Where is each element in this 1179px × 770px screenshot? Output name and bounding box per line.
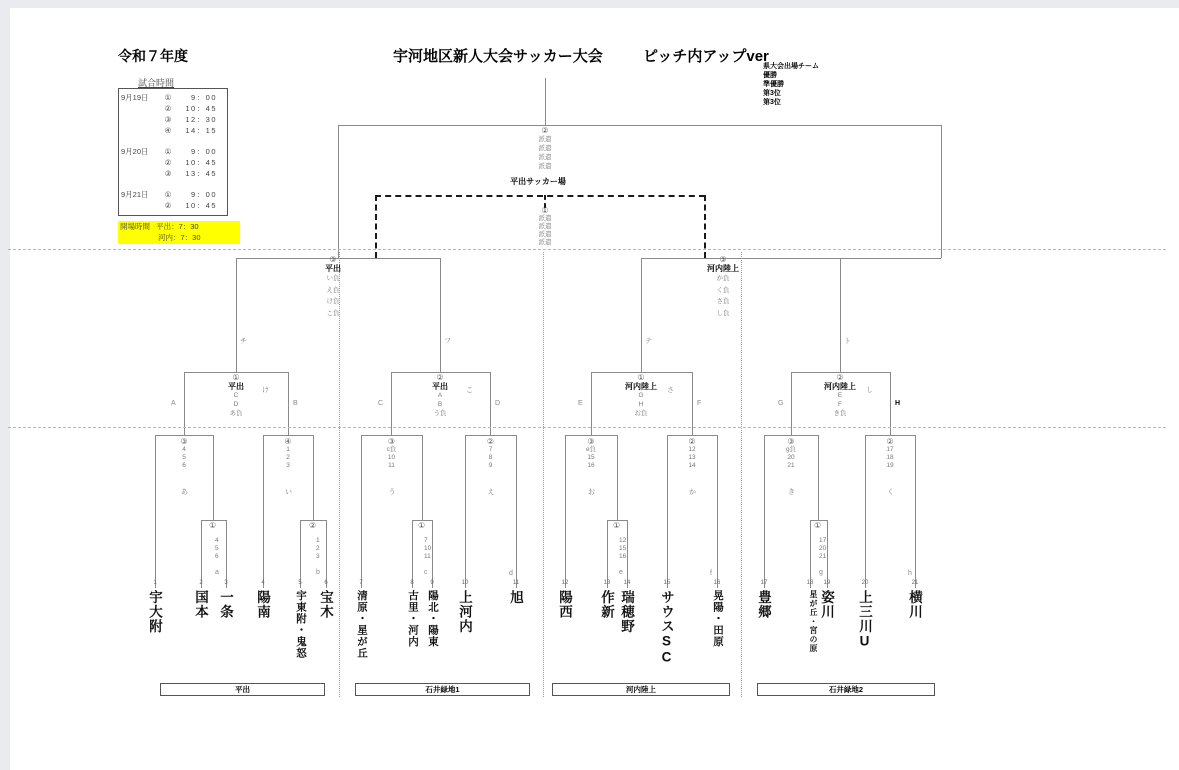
quarterfinal-3-venue: 河内陸上 bbox=[625, 382, 657, 391]
bracket-line bbox=[565, 435, 617, 436]
qf-feeder: フ bbox=[444, 338, 451, 345]
team-name: 豊郷 bbox=[756, 590, 771, 619]
quarterfinal-2-no: ② bbox=[436, 373, 444, 382]
schedule-date: 9月19日 bbox=[121, 93, 149, 102]
schedule-gap bbox=[121, 136, 225, 146]
semifinal-1-referee: い負 bbox=[326, 275, 340, 282]
team-name: 横川 bbox=[907, 590, 922, 619]
opening-time-label: 開場時間 bbox=[120, 222, 150, 231]
bracket-line bbox=[155, 435, 213, 436]
prelim-letter: b bbox=[316, 569, 320, 576]
round1-5-referee: 16 bbox=[587, 462, 595, 469]
round1-3-referee: 10 bbox=[387, 454, 396, 461]
bracket-line bbox=[810, 520, 811, 588]
schedule-row bbox=[121, 168, 225, 179]
round1-1 bbox=[168, 437, 200, 470]
bracket-line bbox=[865, 435, 915, 436]
team-name: 陽南 bbox=[255, 590, 270, 619]
round1-letter: f bbox=[710, 570, 712, 577]
bracket-line bbox=[865, 435, 866, 588]
round1-6 bbox=[676, 437, 708, 470]
round1-2-referee: 2 bbox=[286, 454, 290, 461]
round1-6-referee: 14 bbox=[688, 462, 696, 469]
team-number: 11 bbox=[512, 580, 520, 586]
schedule-slot-no: ② bbox=[164, 104, 172, 113]
qualifier-rank: 準優勝 bbox=[763, 81, 784, 88]
venue-footer-kawachi: 河内陸上 bbox=[552, 683, 730, 696]
schedule-date bbox=[121, 200, 161, 211]
team-name: 上三川U bbox=[857, 590, 872, 650]
team-number: 16 bbox=[713, 580, 721, 586]
schedule-date: 9月20日 bbox=[121, 147, 149, 156]
semifinal-1 bbox=[301, 255, 365, 319]
quarterfinal-2-referee: B bbox=[437, 401, 443, 408]
schedule-row bbox=[121, 114, 225, 125]
team-name: 陽北・陽東 bbox=[427, 590, 439, 648]
team-name: 旭 bbox=[508, 590, 523, 605]
round1-tag: き bbox=[788, 489, 795, 496]
schedule-row bbox=[121, 146, 225, 157]
team-number: 12 bbox=[561, 580, 569, 586]
opening-time-hiraide: 平出：7：30 bbox=[156, 222, 199, 231]
bracket-line bbox=[667, 435, 668, 588]
schedule-slot-no: ④ bbox=[164, 126, 172, 135]
venue-footer-ishii1: 石井緑地1 bbox=[355, 683, 530, 696]
semifinal-2 bbox=[691, 255, 755, 319]
bracket-line bbox=[717, 435, 718, 588]
round1-5 bbox=[575, 437, 607, 470]
round1-5-referee: 15 bbox=[587, 454, 595, 461]
bracket-line bbox=[338, 125, 941, 126]
bracket-line bbox=[184, 372, 185, 435]
page-title: 宇河地区新人大会サッカー大会 bbox=[393, 48, 603, 65]
prelim-referee: 21 bbox=[819, 553, 827, 560]
team-number: 4 bbox=[261, 580, 265, 586]
team-number: 7 bbox=[359, 580, 363, 586]
round1-4 bbox=[475, 437, 507, 470]
schedule-table bbox=[118, 88, 228, 216]
round1-4-referee: 7 bbox=[488, 446, 493, 453]
final-match-referee: 派遣 bbox=[538, 163, 552, 170]
round1-7 bbox=[775, 437, 807, 470]
round1-1-referee: 4 bbox=[182, 446, 186, 453]
round1-1-referee: 6 bbox=[182, 462, 186, 469]
quarterfinal-1-venue: 平出 bbox=[228, 382, 244, 391]
bracket-line bbox=[641, 258, 642, 372]
final-match bbox=[513, 126, 577, 171]
prelim-referees bbox=[424, 537, 438, 561]
schedule-slot-time: 9：00 bbox=[190, 93, 217, 102]
bracket-line bbox=[375, 195, 705, 197]
round1-8-referee: 19 bbox=[886, 462, 894, 469]
quarterfinal-2-referee: う負 bbox=[433, 410, 447, 417]
round1-1-no: ③ bbox=[180, 437, 188, 446]
quarterfinal-1-referee: あ負 bbox=[229, 410, 243, 417]
team-name: 上河内 bbox=[457, 590, 472, 634]
team-name: 星が丘・宮の原 bbox=[809, 590, 818, 653]
prelim-referee: 11 bbox=[424, 553, 431, 560]
qf-tag: し bbox=[866, 387, 873, 394]
prefectural-qualifiers bbox=[763, 62, 819, 107]
semifinal-1-referee: け負 bbox=[326, 298, 340, 305]
team-name: 国本 bbox=[193, 590, 208, 619]
round1-2-referee: 3 bbox=[286, 462, 290, 469]
team-name: サウスSC bbox=[659, 590, 674, 666]
semifinal-1-referee: え負 bbox=[326, 286, 340, 294]
bracket-line bbox=[236, 258, 237, 372]
team-number: 2 bbox=[199, 580, 203, 586]
team-name: 宝木 bbox=[318, 590, 333, 619]
team-number: 15 bbox=[663, 580, 671, 586]
qualifier-rank: 優勝 bbox=[763, 72, 777, 79]
quarterfinal-3 bbox=[609, 373, 673, 418]
bracket-line bbox=[361, 435, 362, 588]
round1-5-referee: e負 bbox=[585, 446, 597, 453]
bracket-line bbox=[8, 249, 1166, 250]
team-name: 瑞穂野 bbox=[619, 590, 634, 634]
quarterfinal-4-referee: E bbox=[837, 392, 843, 399]
round1-4-referee: 9 bbox=[488, 462, 493, 469]
quarterfinal-1 bbox=[204, 373, 268, 418]
quarterfinal-4-no: ② bbox=[836, 373, 844, 382]
quarterfinal-2 bbox=[408, 373, 472, 418]
quarterfinal-3-referee: H bbox=[638, 401, 644, 408]
round1-letter: h bbox=[908, 570, 912, 577]
prelim-letter: e bbox=[619, 569, 623, 576]
schedule-slot-no: ① bbox=[164, 147, 172, 156]
third-place-match-referee: 派遣 bbox=[538, 223, 552, 230]
round1-2-no: ④ bbox=[284, 437, 292, 446]
round1-6-referee: 12 bbox=[688, 446, 696, 453]
qf-tag: さ bbox=[667, 387, 674, 394]
third-place-match-referee: 派遣 bbox=[538, 239, 552, 246]
round1-2-referee: 1 bbox=[286, 446, 290, 453]
team-name: 宇東附・鬼怒 bbox=[295, 590, 307, 659]
team-number: 9 bbox=[430, 580, 434, 586]
quarterfinal-4-venue: 河内陸上 bbox=[824, 382, 856, 391]
prelim-referees bbox=[316, 537, 330, 561]
schedule-slot-no: ② bbox=[164, 158, 172, 167]
prelim-referee: 7 bbox=[424, 537, 428, 544]
bracket-line bbox=[890, 372, 891, 435]
round1-tag: く bbox=[887, 489, 894, 496]
round1-7-referee: g負 bbox=[785, 446, 797, 453]
schedule-slot-no: ③ bbox=[164, 169, 172, 178]
team-number: 19 bbox=[823, 580, 831, 586]
bracket-line bbox=[422, 435, 423, 520]
fiscal-year: 令和７年度 bbox=[118, 48, 188, 64]
prelim-no: ① bbox=[209, 521, 217, 530]
bracket-line bbox=[465, 435, 516, 436]
prelim-referee: 10 bbox=[424, 545, 432, 552]
schedule-slot-time: 9：00 bbox=[190, 147, 217, 156]
prelim-letter: a bbox=[215, 569, 219, 576]
prelim-referee: 4 bbox=[215, 537, 219, 544]
final-match-referee: 派遣 bbox=[538, 136, 552, 143]
prelim-referees bbox=[619, 537, 633, 561]
bracket-line bbox=[490, 372, 491, 435]
prelim-no: ① bbox=[613, 521, 621, 530]
schedule-date bbox=[121, 125, 161, 136]
quarterfinal-3-no: ① bbox=[637, 373, 645, 382]
opening-time-highlight bbox=[118, 221, 240, 244]
qf-left-letter: A bbox=[171, 400, 176, 407]
schedule-row bbox=[121, 125, 225, 136]
bracket-line bbox=[764, 435, 765, 588]
round1-8-referee: 17 bbox=[886, 446, 894, 453]
quarterfinal-1-referee: C bbox=[233, 392, 239, 399]
qf-feeder: ト bbox=[844, 338, 851, 345]
team-name: 宇大附 bbox=[147, 590, 162, 634]
schedule-row bbox=[121, 189, 225, 200]
bracket-line bbox=[607, 520, 608, 588]
bracket-line bbox=[764, 435, 818, 436]
semifinal-2-venue: 河内陸上 bbox=[707, 264, 739, 273]
team-number: 10 bbox=[461, 580, 469, 586]
bracket-line bbox=[201, 520, 202, 588]
round1-4-no: ② bbox=[486, 437, 495, 446]
bracket-line bbox=[338, 125, 339, 258]
bracket-line bbox=[791, 372, 792, 435]
round1-1-referee: 5 bbox=[182, 454, 186, 461]
semifinal-1-venue: 平出 bbox=[325, 264, 341, 273]
quarterfinal-4-referee: き負 bbox=[833, 410, 847, 417]
bracket-line bbox=[361, 435, 422, 436]
semifinal-2-referee: く負 bbox=[716, 286, 730, 294]
team-name: 清原・星が丘 bbox=[356, 590, 368, 659]
schedule-slot-time: 10：45 bbox=[185, 104, 217, 113]
bracket-line bbox=[915, 435, 916, 588]
prelim-referee: 3 bbox=[316, 553, 320, 560]
prelim-letter: c bbox=[424, 569, 428, 576]
semifinal-2-referee: さ負 bbox=[716, 298, 730, 305]
schedule-row bbox=[121, 200, 225, 211]
schedule-slot-time: 9：00 bbox=[190, 190, 217, 199]
team-number: 14 bbox=[623, 580, 631, 586]
third-place-match-no: ① bbox=[541, 206, 549, 215]
round1-3-no: ③ bbox=[387, 437, 396, 446]
qf-right-letter: B bbox=[293, 400, 298, 407]
round1-tag: う bbox=[388, 489, 396, 496]
team-number: 8 bbox=[410, 580, 414, 586]
bracket-line bbox=[840, 258, 841, 372]
opening-time-kawachi: 河内：7：30 bbox=[158, 233, 201, 242]
quarterfinal-2-referee: A bbox=[437, 392, 443, 399]
semifinal-1-no: ③ bbox=[329, 255, 337, 264]
bracket-line bbox=[213, 435, 214, 520]
team-number: 6 bbox=[324, 580, 328, 586]
prelim-referee: 1 bbox=[316, 537, 320, 544]
qf-tag: け bbox=[262, 387, 269, 394]
quarterfinal-1-referee: D bbox=[233, 401, 239, 408]
team-name: 一条 bbox=[218, 590, 233, 619]
bracket-line bbox=[391, 372, 392, 435]
prelim-referee: 2 bbox=[316, 545, 320, 552]
round1-3 bbox=[376, 437, 408, 470]
prelim-referee: 20 bbox=[819, 545, 827, 552]
bracket-line bbox=[440, 258, 441, 372]
quarterfinal-3-referee: G bbox=[638, 392, 644, 399]
quarterfinal-4-referee: F bbox=[838, 401, 842, 408]
prelim-referees bbox=[819, 537, 833, 561]
qf-left-letter: C bbox=[378, 400, 384, 407]
schedule-slot-time: 12：30 bbox=[185, 115, 217, 124]
team-number: 18 bbox=[806, 580, 814, 586]
bracket-line bbox=[263, 435, 313, 436]
bracket-line bbox=[591, 372, 592, 435]
team-name: 古里・河内 bbox=[407, 590, 419, 648]
semifinal-2-referee: し負 bbox=[716, 309, 730, 317]
round1-tag: お bbox=[588, 489, 595, 496]
quarterfinal-4 bbox=[808, 373, 872, 418]
qf-right-letter: D bbox=[495, 400, 501, 407]
round1-6-no: ② bbox=[688, 437, 696, 446]
schedule-slot-no: ② bbox=[164, 201, 172, 210]
bracket-line bbox=[692, 372, 693, 435]
round1-tag: か bbox=[689, 489, 696, 496]
bracket-line bbox=[545, 78, 546, 125]
schedule-date bbox=[121, 168, 161, 179]
round1-letter: d bbox=[509, 570, 513, 577]
qf-left-letter: E bbox=[578, 400, 583, 407]
prelim-referee: 16 bbox=[619, 553, 627, 560]
bracket-line bbox=[155, 435, 156, 588]
quarterfinal-3-referee: お負 bbox=[634, 410, 648, 417]
bracket-line bbox=[818, 435, 819, 520]
prelim-no: ① bbox=[418, 521, 426, 530]
qf-right-letter: F bbox=[697, 400, 702, 407]
round1-6-referee: 13 bbox=[688, 454, 696, 461]
schedule-slot-no: ① bbox=[164, 190, 172, 199]
bracket-line bbox=[8, 427, 1166, 428]
prelim-referee: 15 bbox=[619, 545, 627, 552]
schedule-date bbox=[121, 103, 161, 114]
third-place-match-referee: 派遣 bbox=[538, 215, 552, 222]
schedule-slot-time: 10：45 bbox=[185, 158, 217, 167]
round1-3-referee: 11 bbox=[388, 462, 395, 469]
schedule-slot-time: 14：15 bbox=[185, 126, 217, 135]
qf-feeder: テ bbox=[645, 338, 652, 345]
bracket-line bbox=[617, 435, 618, 520]
schedule-slot-time: 10：45 bbox=[185, 201, 217, 210]
prelim-referee: 6 bbox=[215, 553, 219, 560]
qualifiers-heading: 県大会出場チーム bbox=[763, 63, 819, 70]
schedule-date bbox=[121, 114, 161, 125]
bracket-line bbox=[300, 520, 301, 588]
final-match-no: ② bbox=[541, 126, 549, 135]
team-number: 1 bbox=[153, 580, 157, 586]
round1-8-no: ② bbox=[886, 437, 894, 446]
prelim-no: ② bbox=[309, 521, 317, 530]
prelim-referees bbox=[215, 537, 229, 561]
bracket-line bbox=[941, 125, 942, 258]
round1-tag: あ bbox=[181, 489, 188, 496]
bracket-line bbox=[263, 435, 264, 588]
quarterfinal-1-no: ① bbox=[232, 373, 240, 382]
schedule-title: 試合時間 bbox=[138, 78, 175, 88]
schedule-gap bbox=[121, 179, 225, 189]
prelim-referee: 5 bbox=[215, 545, 219, 552]
round1-5-no: ③ bbox=[587, 437, 595, 446]
bracket-line bbox=[543, 252, 544, 697]
schedule-slot-time: 13：45 bbox=[185, 169, 217, 178]
schedule-row bbox=[121, 157, 225, 168]
schedule-slot-no: ① bbox=[164, 93, 172, 102]
qualifier-rank: 第3位 bbox=[763, 90, 781, 97]
team-number: 17 bbox=[760, 580, 768, 586]
team-number: 21 bbox=[911, 580, 919, 586]
qualifier-rank: 第3位 bbox=[763, 99, 781, 106]
bracket-line bbox=[516, 435, 517, 588]
team-name: 晃陽・田原 bbox=[712, 590, 724, 648]
semifinal-2-no: ③ bbox=[719, 255, 727, 264]
schedule-row bbox=[121, 103, 225, 114]
schedule-date: 9月21日 bbox=[121, 190, 149, 199]
round1-7-referee: 20 bbox=[787, 454, 795, 461]
round1-7-referee: 21 bbox=[787, 462, 795, 469]
schedule-date bbox=[121, 157, 161, 168]
page-subtitle: ピッチ内アップver bbox=[643, 48, 769, 65]
team-name: 作新 bbox=[599, 590, 614, 619]
bracket-line bbox=[641, 258, 941, 259]
bracket-line bbox=[412, 520, 413, 588]
prelim-letter: g bbox=[819, 569, 823, 576]
bracket-line bbox=[667, 435, 717, 436]
schedule-slot-no: ③ bbox=[164, 115, 172, 124]
team-number: 13 bbox=[603, 580, 611, 586]
prelim-no: ① bbox=[814, 521, 822, 530]
team-number: 20 bbox=[861, 580, 869, 586]
qf-feeder: チ bbox=[240, 338, 247, 345]
team-name: 姿川 bbox=[819, 590, 834, 619]
final-match-referee: 派遣 bbox=[538, 145, 552, 152]
team-number: 3 bbox=[224, 580, 228, 586]
final-match-referee: 派遣 bbox=[538, 154, 552, 161]
bracket-line bbox=[288, 372, 289, 435]
qf-left-letter: G bbox=[778, 400, 784, 407]
venue-footer-hiraide: 平出 bbox=[160, 683, 325, 696]
round1-tag: え bbox=[487, 489, 495, 496]
third-place-match-referee: 派遣 bbox=[538, 231, 552, 238]
bracket-line bbox=[565, 435, 566, 588]
prelim-referee: 17 bbox=[819, 537, 827, 544]
third-place-match bbox=[513, 206, 577, 247]
semifinal-1-referee: こ負 bbox=[326, 309, 340, 317]
bracket-line bbox=[313, 435, 314, 520]
team-name: 陽西 bbox=[557, 590, 572, 619]
round1-8-referee: 18 bbox=[886, 454, 894, 461]
round1-4-referee: 8 bbox=[488, 454, 493, 461]
schedule-row bbox=[121, 92, 225, 103]
team-number: 5 bbox=[298, 580, 302, 586]
final-venue-label: 平出サッカー場 bbox=[510, 177, 566, 186]
round1-tag: い bbox=[285, 489, 292, 496]
prelim-referee: 12 bbox=[619, 537, 627, 544]
qf-tag: こ bbox=[466, 387, 473, 394]
bracket-line bbox=[465, 435, 466, 588]
quarterfinal-2-venue: 平出 bbox=[432, 382, 448, 391]
venue-footer-ishii2: 石井緑地2 bbox=[757, 683, 935, 696]
round1-8 bbox=[874, 437, 906, 470]
semifinal-2-referee: か負 bbox=[716, 275, 730, 282]
round1-3-referee: c負 bbox=[386, 446, 397, 453]
round1-7-no: ③ bbox=[787, 437, 795, 446]
qf-right-letter: H bbox=[895, 400, 901, 407]
round1-2 bbox=[272, 437, 304, 470]
